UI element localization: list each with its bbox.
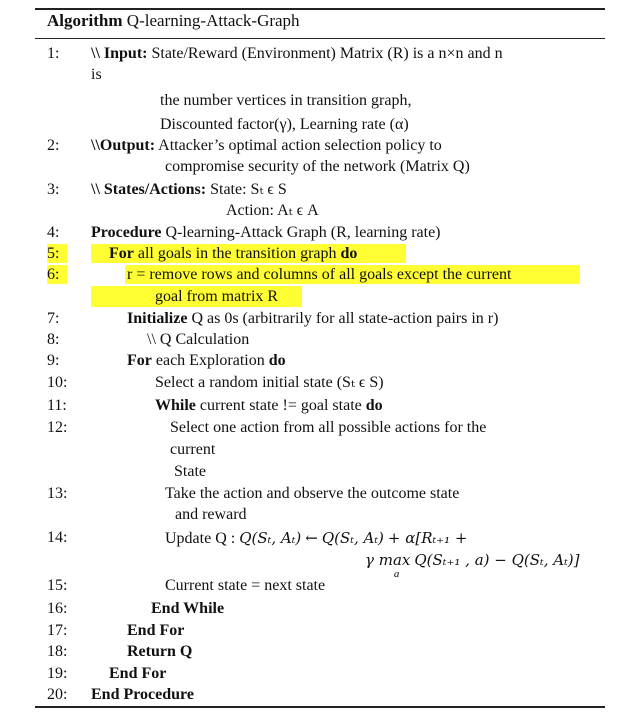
gamma-max: γ max (365, 551, 411, 569)
line-number: 1: (47, 45, 60, 62)
q-value-expr: Q(Sₜ, Aₜ) (321, 529, 384, 547)
line-number: 11: (47, 397, 67, 414)
line-11: While current state != goal state do (155, 397, 383, 414)
bottom-rule (35, 706, 605, 708)
line-1-cont: Discounted factor(γ), Learning rate (α) (160, 116, 409, 133)
line-number: 15: (47, 577, 68, 594)
line-12-cont: current (170, 441, 216, 458)
line-19: End For (109, 665, 167, 682)
line-number: 13: (47, 485, 68, 502)
line-13-cont: and reward (175, 506, 247, 523)
alpha-reward-expr: + α[Rₜ₊₁ + (387, 529, 468, 547)
line-20: End Procedure (91, 686, 194, 703)
line-15: Current state = next state (165, 577, 326, 594)
line-10: Select a random initial state (Sₜ ϵ S) (155, 374, 384, 391)
line-number: 8: (47, 331, 60, 348)
line-12-cont: State (174, 463, 206, 480)
line-number: 14: (47, 529, 68, 546)
line-16: End While (151, 600, 225, 617)
line-1: \\ Input: State/Reward (Environment) Matrix (R) is a n×n and n (91, 45, 503, 62)
line-2: \\Output: Attacker’s optimal action selection policy to (91, 137, 442, 154)
line-1-cont: the number vertices in transition graph, (160, 92, 412, 109)
line-3-cont: Action: Aₜ ϵ A (226, 202, 319, 219)
line-number: 9: (47, 352, 60, 369)
line-number: 20: (47, 686, 68, 703)
algorithm-title: Algorithm Q-learning-Attack-Graph (47, 11, 300, 30)
line-number: 19: (47, 665, 68, 682)
line-9: For each Exploration do (127, 352, 286, 369)
line-number: 7: (47, 310, 60, 327)
line-number: 12: (47, 419, 68, 436)
line-number: 17: (47, 622, 68, 639)
line-number: 6: (47, 266, 60, 283)
line-14: Update Q : Q(Sₜ, Aₜ) ← Q(Sₜ, Aₜ) + α[Rₜ₊₁ + (165, 529, 468, 547)
line-13: Take the action and observe the outcome state (165, 485, 460, 502)
line-2-cont: compromise security of the network (Matrix Q) (165, 158, 470, 175)
line-3: \\ States/Actions: State: Sₜ ϵ S (91, 181, 287, 198)
line-number: 16: (47, 600, 68, 617)
line-17: End For (127, 622, 185, 639)
line-number: 2: (47, 137, 60, 154)
line-5: For all goals in the transition graph do (109, 245, 358, 262)
title-rule (35, 38, 605, 39)
top-rule (35, 8, 605, 10)
line-number: 18: (47, 643, 68, 660)
line-14-cont (365, 550, 580, 580)
line-18: Return Q (127, 643, 193, 660)
line-1-cont: is (91, 66, 102, 83)
line-6-cont: goal from matrix R (155, 288, 279, 305)
q-next-expr: Q(Sₜ₊₁ , a) − Q(Sₜ, Aₜ)] (414, 551, 580, 569)
line-6: r = remove rows and columns of all goals except the current (127, 266, 512, 283)
q-value-expr: Q(Sₜ, Aₜ) (239, 529, 302, 547)
max-subscript: a (393, 568, 400, 580)
line-7: Initialize Q as 0s (arbitrarily for all state-action pairs in r) (127, 310, 499, 327)
line-number: 5: (47, 245, 60, 262)
line-number: 10: (47, 374, 68, 391)
assign-arrow: ← (305, 529, 318, 547)
line-12: Select one action from all possible actions for the (170, 419, 487, 436)
line-number: 4: (47, 224, 60, 241)
line-4: Procedure Q-learning-Attack Graph (R, learning rate) (91, 224, 441, 241)
line-8: \\ Q Calculation (147, 331, 250, 348)
line-number: 3: (47, 181, 60, 198)
